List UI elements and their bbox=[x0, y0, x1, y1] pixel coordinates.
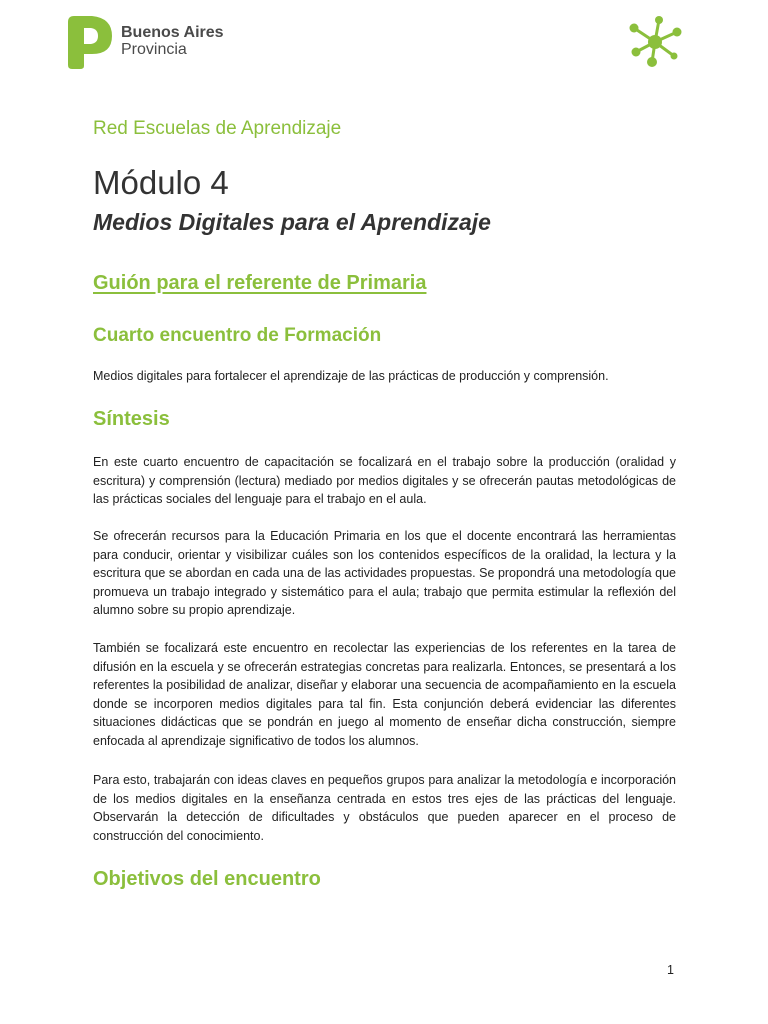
paragraph: En este cuarto encuentro de capacitación se focalizará en el trabajo sobre la producción (oralidad y escritura) y comprensión (lectura) mediado por medios digitales y se ofrecerán pautas metodológicas de las prácticas sociales del lenguaje para el trabajo en el aula. bbox=[93, 455, 676, 507]
network-nodes-icon bbox=[624, 14, 686, 70]
brand-name: Buenos Aires bbox=[121, 24, 224, 41]
intro-text: Medios digitales para fortalecer el aprendizaje de las prácticas de producción y comprensión. bbox=[93, 369, 609, 383]
module-title: Módulo 4 bbox=[93, 164, 229, 201]
program-name: Red Escuelas de Aprendizaje bbox=[93, 118, 342, 139]
module-subtitle: Medios Digitales para el Aprendizaje bbox=[93, 209, 491, 235]
page-number: 1 bbox=[667, 963, 674, 977]
guide-title: Guión para el referente de Primaria bbox=[93, 272, 427, 294]
page-header bbox=[0, 0, 768, 80]
sintesis-heading: Síntesis bbox=[93, 408, 170, 430]
brand-province: Provincia bbox=[121, 41, 187, 58]
paragraph: Se ofrecerán recursos para la Educación Primaria en los que el docente encontrará las herramientas para conducir, orientar y visibilizar cuáles son los contenidos específicos de la oralidad, la lectura y la escritura que se abordan en cada una de las actividades propuestas. Se propondrá una metodología que promueva un trabajo integrado y sistemático para el aula; trabajo que permita estimular la reflexión del alumno sobre su propio aprendizaje. bbox=[93, 529, 676, 618]
meeting-title: Cuarto encuentro de Formación bbox=[93, 325, 382, 346]
objetivos-heading: Objetivos del encuentro bbox=[93, 868, 321, 890]
paragraph: También se focalizará este encuentro en recolectar las experiencias de los referentes en la tarea de difusión en la escuela y se ofrecerán estrategias concretas para realizarla. Entonces, se presentará a los referentes la posibilidad de analizar, diseñar y elaborar una secuencia de acompañamiento en la escuela donde se incorporen medios digitales para tal fin. Esta conjunción deberá evidenciar las diferentes situaciones didácticas que se pondrán en juego al momento de enseñar dicha construcción, siempre enfocada al aprendizaje significativo de todos los alumnos. bbox=[93, 641, 676, 748]
paragraph: Para esto, trabajarán con ideas claves en pequeños grupos para analizar la metodología e incorporación de los medios digitales en la enseñanza centrada en estos tres ejes de las prácticas del lenguaje. Observarán la detección de dificultades y obstáculos que pueden aparecer en el proceso de construcción del conocimiento. bbox=[93, 773, 676, 843]
brand-wordmark bbox=[121, 24, 224, 58]
buenos-aires-province-logo-icon bbox=[66, 14, 114, 70]
